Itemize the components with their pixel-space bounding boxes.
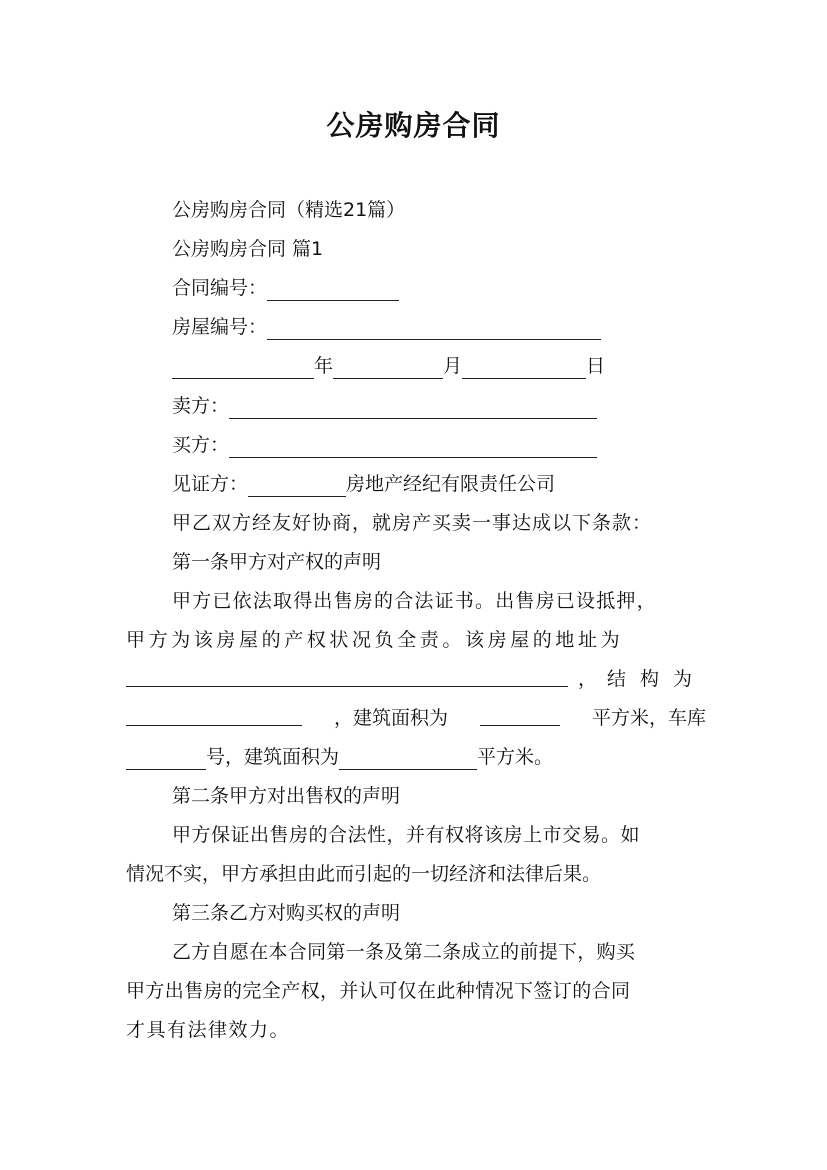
contract-number-row [172,275,752,301]
clause3-title: 第三条乙方对购买权的声明 [172,902,401,924]
seller-label: 卖方： [172,395,230,417]
day-label: 日 [586,355,606,377]
buyer-blank [229,437,597,458]
clause3-line2: 甲方出售房的完全产权，并认可仅在此种情况下签订的合同 [126,980,631,1002]
clause1-line2: 甲方为该房屋的产权状况负全责。该房屋的地址为 [126,629,624,651]
sqm-end-label: 平方米。 [477,746,554,768]
structure-label: 结构为 [606,668,706,690]
clause1-line5 [126,744,706,770]
sqm-garage-label: 平方米，车库 [591,707,706,729]
witness-blank [248,476,346,497]
garage-no-area-label: 号，建筑面积为 [206,746,340,768]
clause2-title: 第二条甲方对出售权的声明 [172,785,401,807]
witness-company: 房地产经纪有限责任公司 [346,473,556,495]
year-label: 年 [314,355,334,377]
contract-number-blank [267,280,399,301]
witness-row [172,471,752,497]
month-blank [333,358,443,379]
year-blank [172,358,314,379]
house-number-row [172,314,752,340]
day-blank [462,358,586,379]
clause1-title: 第一条甲方对产权的声明 [172,551,382,573]
document-title: 公房购房合同 [326,109,501,142]
clause1-line4 [126,705,706,731]
date-row [172,353,752,379]
clause1-line1: 甲方已依法取得出售房的合法证书。出售房已设抵押， [172,590,657,612]
witness-label: 见证方： [172,473,249,495]
garage-number-blank [126,749,206,770]
address-blank [126,666,568,687]
buyer-label: 买方： [172,434,230,456]
month-label: 月 [443,355,463,377]
structure-blank [126,705,302,726]
contract-number-label: 合同编号： [172,277,268,299]
clause2-line1: 甲方保证出售房的合法性，并有权将该房上市交易。如 [172,824,641,846]
clause1-line3 [126,666,706,692]
intro-paragraph: 甲乙双方经友好协商，就房产买卖一事达成以下条款： [172,512,653,534]
clause3-line1: 乙方自愿在本合同第一条及第二条成立的前提下，购买 [172,941,636,963]
document-subtitle: 公房购房合同（精选21篇） [172,199,406,221]
house-number-blank [267,319,601,340]
seller-row [172,393,752,419]
seller-blank [229,398,597,419]
clause1-comma: ， [577,668,597,690]
house-number-label: 房屋编号： [172,316,268,338]
area-blank [480,705,560,726]
clause3-line3: 才具有法律效力。 [126,1019,291,1041]
garage-area-blank [339,749,477,770]
article-heading: 公房购房合同 篇1 [172,238,324,260]
buyer-row [172,432,752,458]
clause2-line2: 情况不实，甲方承担由此而引起的一切经济和法律后果。 [126,863,602,885]
area-label: ，建筑面积为 [333,707,448,729]
